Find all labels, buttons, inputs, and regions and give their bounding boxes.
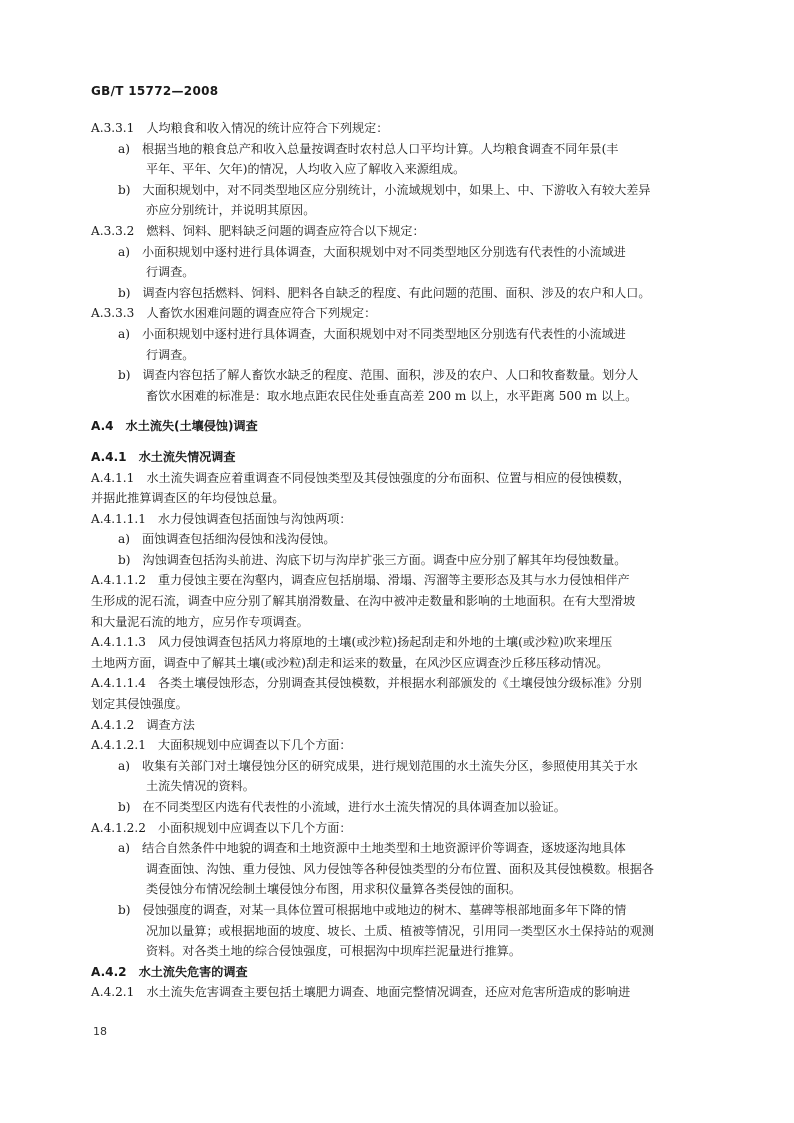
clause-a-4-1-2-1: A.4.1.2.1 大面积规划中应调查以下几个方面： [91, 738, 352, 753]
clause-a-4-1-2-2: A.4.1.2.2 小面积规划中应调查以下几个方面： [91, 820, 352, 835]
clause-a-3-3-1: A.3.3.1 人均粮食和收入情况的统计应符合下列规定： [91, 121, 389, 135]
subsection-heading-a-4-2: A.4.2 水土流失危害的调查 [91, 964, 248, 979]
list-item-a: a) 面蚀调查包括细沟侵蚀和浅沟侵蚀。 [118, 532, 336, 547]
list-item-a: a) 结合自然条件中地貌的调查和土地资源中土地类型和土地资源评价等调查，逐坡逐沟地具体 [118, 841, 626, 856]
list-item-b: b) 沟蚀调查包括沟头前进、沟底下切与沟岸扩张三方面。调查中应分别了解其年均侵蚀数量。 [118, 552, 627, 567]
document-body [91, 118, 703, 1003]
list-item-b: b) 在不同类型区内选有代表性的小流域，进行水土流失情况的具体调查加以验证。 [118, 800, 566, 814]
list-item-continuation: 亦应分别统计，并说明其原因。 [146, 203, 316, 218]
list-item-continuation: 调查面蚀、沟蚀、重力侵蚀、风力侵蚀等各种侵蚀类型的分布位置、面积及其侵蚀模数。根据各 [146, 861, 654, 876]
paragraph-continuation: 和大量泥石流的地方，应另作专项调查。 [91, 614, 309, 629]
list-item-continuation: 类侵蚀分布情况绘制土壤侵蚀分布图，用求积仪量算各类侵蚀的面积。 [146, 882, 521, 897]
clause-a-3-3-3: A.3.3.3 人畜饮水困难问题的调查应符合下列规定： [91, 306, 377, 321]
list-item-continuation: 畜饮水困难的标准是：取水地点距农民住处垂直高差 200 m 以上，水平距离 500 m 以上。 [146, 388, 638, 403]
list-item-b: b) 侵蚀强度的调查，对某一具体位置可根据地中或地边的树木、墓碑等根部地面多年下降的情 [118, 902, 627, 917]
list-item-continuation: 资料。对各类土地的综合侵蚀强度，可根据沟中坝库拦泥量进行推算。 [146, 944, 521, 959]
clause-a-4-1-2: A.4.1.2 调查方法 [91, 717, 195, 732]
list-item-continuation: 行调查。 [146, 265, 195, 280]
list-item-continuation: 土流失情况的资料。 [146, 779, 255, 794]
clause-a-4-2-1: A.4.2.1 水土流失危害调查主要包括土壤肥力调查、地面完整情况调查，还应对危害所造成的影响进 [91, 985, 631, 1000]
page-number: 18 [93, 1025, 107, 1038]
standard-code-header: GB/T 15772—2008 [91, 84, 219, 98]
list-item-b: b) 调查内容包括了解人畜饮水缺乏的程度、范围、面积，涉及的农户、人口和牧畜数量。划分人 [118, 368, 639, 383]
list-item-continuation: 行调查。 [146, 347, 195, 362]
clause-a-4-1-1-4: A.4.1.1.4 各类土壤侵蚀形态，分别调查其侵蚀模数，并根据水利部颁发的《土壤侵蚀分级标准》分别 [91, 676, 642, 691]
paragraph-continuation: 并据此推算调查区的年均侵蚀总量。 [91, 491, 285, 506]
section-heading-a-4: A.4 水土流失(土壤侵蚀)调查 [91, 419, 258, 434]
list-item-b: b) 大面积规划中，对不同类型地区应分别统计，小流域规划中，如果上、中、下游收入有较大差异 [118, 182, 651, 197]
list-item-a: a) 根据当地的粮食总产和收入总量按调查时农村总人口平均计算。人均粮食调查不同年景(丰 [118, 141, 619, 156]
clause-a-4-1-1-1: A.4.1.1.1 水力侵蚀调查包括面蚀与沟蚀两项： [91, 511, 352, 526]
list-item-a: a) 小面积规划中逐村进行具体调查，大面积规划中对不同类型地区分别选有代表性的小流域进 [118, 244, 626, 259]
list-item-b: b) 调查内容包括燃料、饲料、肥料各自缺乏的程度、有此问题的范围、面积、涉及的农户和人口。 [118, 285, 651, 300]
paragraph-continuation: 生形成的泥石流，调查中应分别了解其崩滑数量、在沟中被冲走数量和影响的土地面积。在有大型滑坡 [91, 594, 636, 609]
clause-a-3-3-2: A.3.3.2 燃料、饲料、肥料缺乏问题的调查应符合以下规定： [91, 223, 425, 238]
list-item-a: a) 小面积规划中逐村进行具体调查，大面积规划中对不同类型地区分别选有代表性的小流域进 [118, 326, 626, 341]
paragraph-continuation: 划定其侵蚀强度。 [91, 697, 188, 712]
subsection-heading-a-4-1: A.4.1 水土流失情况调查 [91, 449, 236, 464]
clause-a-4-1-1-2: A.4.1.1.2 重力侵蚀主要在沟壑内，调查应包括崩塌、滑塌、泻溜等主要形态及其与水力侵蚀相伴产 [91, 573, 630, 588]
paragraph-continuation: 土地两方面，调查中了解其土壤(或沙粒)刮走和运来的数量，在风沙区应调查沙丘移压移动情况。 [91, 655, 609, 670]
clause-a-4-1-1-3: A.4.1.1.3 风力侵蚀调查包括风力将原地的土壤(或沙粒)扬起刮走和外地的土壤(或沙粒)吹来埋压 [91, 635, 613, 650]
list-item-continuation: 况加以量算；或根据地面的坡度、坡长、土质、植被等情况，引用同一类型区水土保持站的观测 [146, 923, 654, 938]
list-item-continuation: 平年、平年、欠年)的情况，人均收入应了解收入来源组成。 [146, 162, 466, 177]
list-item-a: a) 收集有关部门对土壤侵蚀分区的研究成果，进行规划范围的水土流失分区，参照使用其关于水 [118, 758, 638, 773]
clause-a-4-1-1: A.4.1.1 水土流失调查应着重调查不同侵蚀类型及其侵蚀强度的分布面积、位置与相应的侵蚀模数， [91, 470, 631, 485]
